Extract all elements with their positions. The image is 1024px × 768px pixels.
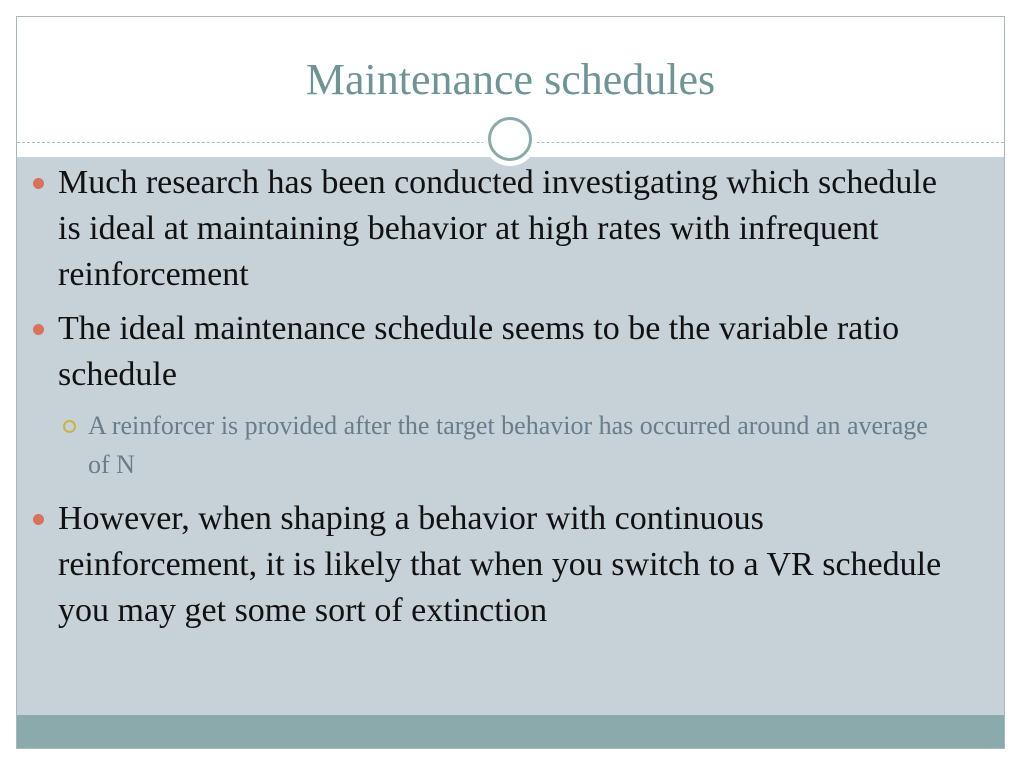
bullet-dot-icon [33, 324, 44, 335]
sub-bullet-item [30, 406, 950, 484]
sub-bullet-text: A reinforcer is provided after the target behavior has occurred around an average of N [88, 411, 928, 479]
bullet-list [30, 160, 950, 642]
hollow-circle-bullet-icon [63, 420, 76, 433]
bullet-text-3: However, when shaping a behavior with continuous reinforcement, it is likely that when you switch to a VR schedule you may get some sort of extinction [58, 500, 942, 629]
bullet-dot-icon [33, 514, 44, 525]
bullet-text-2: The ideal maintenance schedule seems to be the variable ratio schedule [58, 310, 900, 393]
bullet-item-2 [30, 306, 950, 398]
bullet-item-1 [30, 160, 950, 298]
bullet-text-1: Much research has been conducted investigating which schedule is ideal at maintaining behavior at high rates with infrequent reinforcement [58, 164, 937, 293]
bullet-dot-icon [33, 178, 44, 189]
bullet-item-3 [30, 496, 950, 634]
slide-title: Maintenance schedules [305, 55, 716, 104]
footer-band [17, 715, 1004, 749]
circle-ornament-icon [483, 112, 537, 166]
circle-ornament-ring [488, 117, 532, 161]
